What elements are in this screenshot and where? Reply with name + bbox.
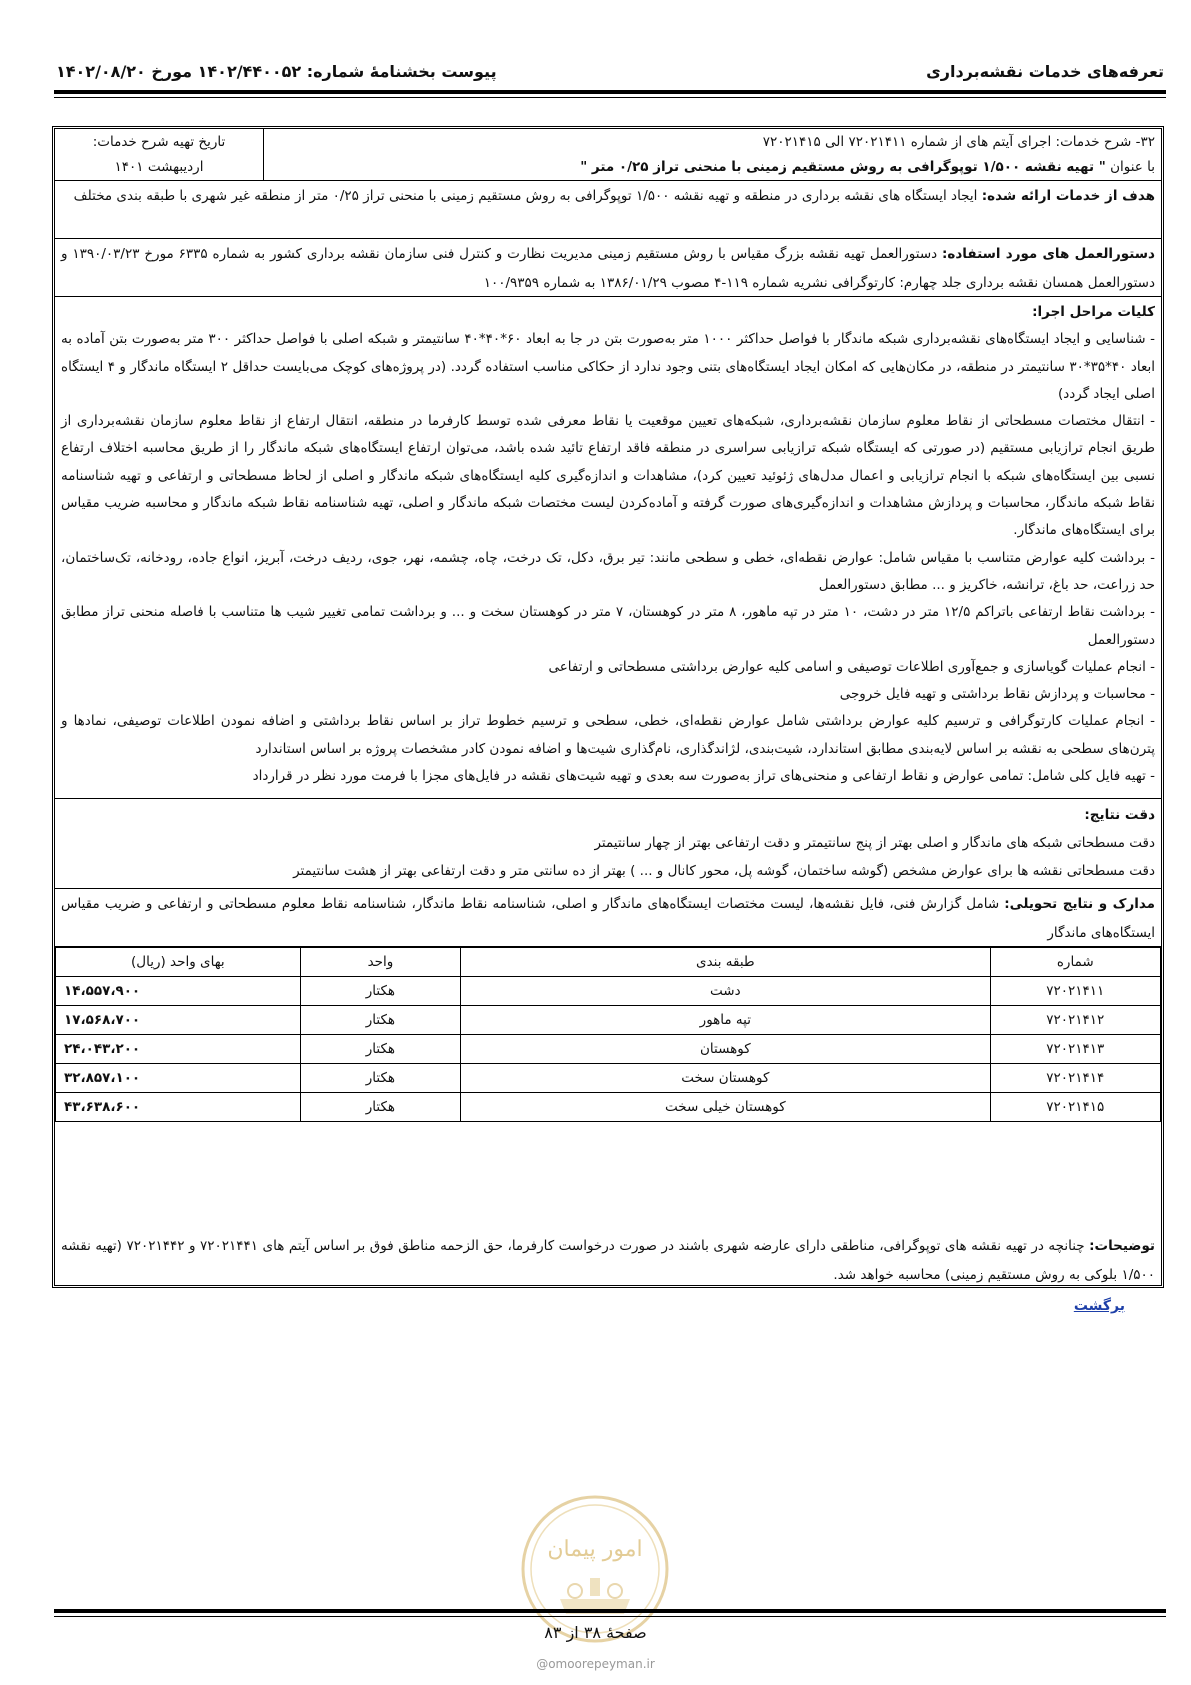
goal-text: ایجاد ایستگاه های نقشه برداری در منطقه و تهیه نقشه ۱/۵۰۰ توپوگرافی به روش مستقیم زمینی با منحنی تراز ۰/۲۵ متر از منطقه غیر شهری با طبقه بندی مختلف (73, 188, 978, 204)
service-date-label: تاریخ تهیه شرح خدمات: (92, 134, 226, 150)
site-watermark: @omoorepeyman.ir (536, 1657, 655, 1671)
table-header-row (56, 948, 1161, 977)
accuracy-line: دقت مسطحاتی نقشه ها برای عوارض مشخص (گوشه ساختمان، گوشه پل، محور کانال و ... ) بهتر از ده سانتی متر و دقت ارتفاعی بهتر از هشت سانتیمتر (293, 863, 1155, 879)
notes-label: توضیحات: (1089, 1238, 1155, 1254)
row-unit: هکتار (300, 1006, 460, 1035)
row-unit: هکتار (300, 1035, 460, 1064)
col-header-category: طبقه بندی (461, 948, 990, 977)
row-number: ۷۲۰۲۱۴۱۵ (990, 1093, 1160, 1122)
instructions-text: دستورالعمل تهیه نقشه بزرگ مقیاس با روش مستقیم زمینی مدیریت نظارت و کنترل فنی سازمان نقشه برداری کشور به شماره ۶۳۳۵ مورخ ۱۳۹۰/۰۳/۲۳ و دستورالعمل همسان نقشه برداری جلد چهارم: کارتوگرافی نشریه شماره ۱۱۹-۴ مصوب ۱۳۸۶/۰۱/۲۹ به شماره ۱۰۰/۹۳۵۹ (61, 246, 1155, 291)
row-category: دشت (461, 977, 990, 1006)
accuracy-line: دقت مسطحاتی شبکه های ماندگار و اصلی بهتر از پنج سانتیمتر و دقت ارتفاعی بهتر از چهار سانتیمتر (594, 835, 1155, 851)
service-sheet (52, 126, 1164, 1288)
goal-label: هدف از خدمات ارائه شده: (981, 188, 1155, 204)
execution-item: - محاسبات و پردازش نقاط برداشتی و تهیه فایل خروجی (839, 686, 1155, 703)
table-row (56, 1035, 1161, 1064)
execution-item: - برداشت کلیه عوارض متناسب با مقیاس شامل: عوارض نقطه‌ای، خطی و سطحی مانند: تیر برق، دکل، تک درخت، چاه، چشمه، نهر، جوی، ردیف درخت، آبریز، انواع جاده، رودخانه، تک‌ساختمان، حد زراعت، حد باغ، ترانشه، خاکریز و ... مطابق دستورالعمل (61, 549, 1155, 593)
notes-text: چنانچه در تهیه نقشه های توپوگرافی، مناطقی دارای عارضه شهری باشند در صورت درخواست کارفرما، حق الزحمه مناطق فوق بر اساس آیتم های ۷۲۰۲۱۴۴۱ و ۷۲۰۲۱۴۴۲ (تهیه نقشه ۱/۵۰۰ بلوکی به روش مستقیم زمینی) محاسبه خواهد شد. (61, 1238, 1155, 1283)
row-category: کوهستان خیلی سخت (461, 1093, 990, 1122)
execution-section (55, 297, 1161, 799)
col-header-price: بهای واحد (ریال) (56, 948, 301, 977)
service-description: ۳۲- شرح خدمات: اجرای آیتم های از شماره ۷۲۰۲۱۴۱۱ الی ۷۲۰۲۱۴۱۵ (762, 134, 1155, 150)
execution-item: - انجام عملیات کارتوگرافی و ترسیم کلیه عوارض برداشتی شامل عوارض نقطه‌ای، خطی، سطحی و ترسیم خطوط تراز بر اساس نقاط برداشتی و اضافه نمودن اطلاعات توصیفی، نمادها و پترن‌های سطحی به نقشه بر اساس لایه‌بندی مطابق استاندارد، شیت‌بندی، لژاندگذاری، نام‌گذاری شیت‌ها و اضافه نمودن کادر مشخصات پروژه بر اساس استاندارد (61, 713, 1155, 757)
row-number: ۷۲۰۲۱۴۱۱ (990, 977, 1160, 1006)
service-title-cell (263, 129, 1161, 180)
service-date-cell (55, 129, 263, 180)
instructions-label: دستورالعمل های مورد استفاده: (942, 246, 1155, 262)
row-price: ۳۲،۸۵۷،۱۰۰ (56, 1064, 301, 1093)
execution-item: - شناسایی و ایجاد ایستگاه‌های نقشه‌برداری شبکه ماندگار با فواصل حداکثر ۱۰۰۰ متر به‌صورت بتن در جا به ابعاد ۶۰*۴۰*۴۰ سانتیمتر و شبکه اصلی با فواصل حداکثر ۳۰۰ متر به‌صورت بتن آماده به ابعاد ۴۰*۳۵*۳۰ سانتیمتر در منطقه، در مکان‌هایی که امکان ایجاد ایستگاه‌های بتنی وجود ندارد از حکاکی مناسب استفاده گردد. (در پروژه‌های کوچک می‌بایست حداقل ۲ ایستگاه ماندگار و ۴ ایستگاه اصلی ایجاد گردد) (61, 331, 1156, 402)
watermark-logo-icon (520, 1494, 670, 1644)
footer-rule (54, 1609, 1166, 1613)
row-unit: هکتار (300, 977, 460, 1006)
table-row (56, 977, 1161, 1006)
header-rule-thin (54, 97, 1166, 98)
service-date-value: اردیبهشت ۱۴۰۱ (114, 159, 204, 175)
row-price: ۴۳،۶۳۸،۶۰۰ (56, 1093, 301, 1122)
accuracy-label: دقت نتایج: (1084, 807, 1155, 823)
table-row (56, 1064, 1161, 1093)
service-title-prefix: با عنوان (1110, 159, 1155, 175)
header-title: تعرفه‌های خدمات نقشه‌برداری (926, 62, 1164, 81)
page-number: صفحهٔ ۳۸ از ۸۳ (544, 1623, 647, 1642)
row-category: کوهستان سخت (461, 1064, 990, 1093)
row-category: تپه ماهور (461, 1006, 990, 1035)
row-category: کوهستان (461, 1035, 990, 1064)
row-price: ۲۴،۰۴۳،۲۰۰ (56, 1035, 301, 1064)
deliverables-section (55, 889, 1161, 947)
service-title: " تهیه نقشه ۱/۵۰۰ توپوگرافی به روش مستقیم زمینی با منحنی تراز ۰/۲۵ متر " (580, 159, 1106, 175)
header-reference: پیوست بخشنامهٔ شماره: ۱۴۰۲/۴۴۰۰۵۲ مورخ ۱۴۰۲/۰۸/۲۰ (56, 62, 497, 81)
execution-item: - انتقال مختصات مسطحاتی از نقاط معلوم سازمان نقشه‌برداری، شبکه‌های تعیین موقعیت یا نقاط معرفی شده توسط کارفرما در منطقه، انتقال ارتفاع از نقاط معلوم سازمان نقشه‌برداری از طریق انجام ترازیابی مستقیم (در صورتی که ایستگاه شبکه ترازیابی سراسری در منطقه فاقد ارتفاع تائید شده باشد، می‌توان ارتفاع ایستگاه‌های شبکه ماندگار را از طریق محاسبه اختلاف ارتفاع نسبی بین ایستگاه‌های شبکه با انجام ترازیابی و اعمال مدل‌های ژئوئید تعیین کرد)، مشاهدات و اندازه‌گیری کلیه ایستگاه‌های شبکه ماندگار و اصلی از لحاظ مسطحاتی و ارتفاعی و تهیه شناسنامه نقاط شبکه ماندگار، محاسبات و پردازش مشاهدات و اندازه‌گیری‌های صورت گرفته و آماده‌کردن لیست مختصات شبکه ماندگار و اصلی، تهیه شناسنامه نقاط شبکه ماندگار و محاسبه ضریب مقیاس برای ایستگاه‌های ماندگار. (61, 413, 1155, 539)
row-unit: هکتار (300, 1064, 460, 1093)
footer-rule-thin (54, 1616, 1166, 1617)
notes-section (55, 1231, 1161, 1287)
execution-item: - تهیه فایل کلی شامل: تمامی عوارض و نقاط ارتفاعی و منحنی‌های تراز به‌صورت سه بعدی و تهیه شیت‌های نقشه در فایل‌های مجزا با فرمت مورد نظر در قرارداد (252, 768, 1155, 785)
accuracy-section (55, 799, 1161, 889)
row-price: ۱۷،۵۶۸،۷۰۰ (56, 1006, 301, 1035)
service-title-line (270, 155, 1155, 180)
row-number: ۷۲۰۲۱۴۱۴ (990, 1064, 1160, 1093)
service-title-row (55, 129, 1161, 181)
row-number: ۷۲۰۲۱۴۱۳ (990, 1035, 1160, 1064)
row-number: ۷۲۰۲۱۴۱۲ (990, 1006, 1160, 1035)
row-unit: هکتار (300, 1093, 460, 1122)
table-row (56, 1006, 1161, 1035)
execution-item: - برداشت نقاط ارتفاعی باتراکم ۱۲/۵ متر در دشت، ۱۰ متر در تپه ماهور، ۸ متر در کوهستان، ۷ متر در کوهستان سخت و ... و برداشت تمامی تغییر شیب ها متناسب با فاصله منحنی تراز مطابق دستورالعمل (61, 604, 1155, 648)
header-rule (54, 90, 1166, 94)
deliverables-text: شامل گزارش فنی، فایل نقشه‌ها، لیست مختصات ایستگاه‌های ماندگار و اصلی، شناسنامه نقاط ماندگار، شناسنامه نقاط معلوم مسطحاتی و ارتفاعی و ضریب مقیاس ایستگاه‌های ماندگار (61, 896, 1155, 941)
back-link[interactable]: برگشت (1073, 1298, 1125, 1314)
page-header (56, 62, 1164, 84)
tariff-table (55, 947, 1161, 1122)
logo-text: امور پیمان (547, 1537, 643, 1562)
deliverables-label: مدارک و نتایج تحویلی: (1004, 896, 1155, 912)
instructions-section (55, 239, 1161, 297)
execution-item: - انجام عملیات گویاسازی و جمع‌آوری اطلاعات توصیفی و اسامی کلیه عوارض برداشتی مسطحاتی و ارتفاعی (548, 658, 1155, 675)
row-price: ۱۴،۵۵۷،۹۰۰ (56, 977, 301, 1006)
table-row (56, 1093, 1161, 1122)
goal-section (55, 181, 1161, 239)
col-header-number: شماره (990, 948, 1160, 977)
execution-label: کلیات مراحل اجرا: (1032, 304, 1155, 320)
col-header-unit: واحد (300, 948, 460, 977)
